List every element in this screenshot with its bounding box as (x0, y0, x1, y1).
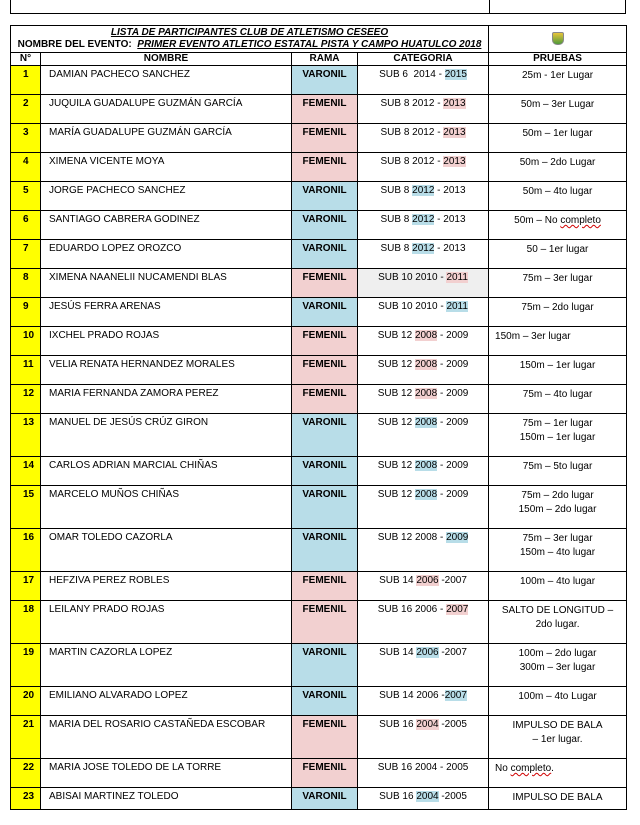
table-row (11, 269, 627, 298)
categoria-text: - 2009 (437, 460, 469, 471)
participant-name: JUQUILA GUADALUPE GUZMÁN GARCÍA (41, 95, 292, 124)
table-row (11, 95, 627, 124)
prueba-result: 75m – 3er lugar (522, 533, 593, 544)
pruebas-cell (489, 788, 627, 810)
row-number: 3 (11, 124, 41, 153)
categoria-highlight-year: 2011 (446, 272, 468, 283)
categoria-cell (358, 356, 489, 385)
participant-name: MANUEL DE JESÚS CRÚZ GIRON (41, 414, 292, 457)
categoria-text: SUB 12 (377, 489, 415, 500)
categoria-cell (358, 269, 489, 298)
categoria-cell (358, 298, 489, 327)
categoria-cell (358, 240, 489, 269)
participant-name: MARIA FERNANDA ZAMORA PEREZ (41, 385, 292, 414)
categoria-text: SUB 8 2012 - (380, 156, 444, 167)
categoria-highlight-year: 2007 (444, 690, 467, 701)
rama-cell: FEMENIL (292, 327, 358, 356)
prueba-result: SALTO DE LONGITUD – (501, 605, 614, 616)
col-categoria-header: CATEGORIA (358, 53, 489, 66)
prueba-result: 100m – 4to Lugar (518, 691, 597, 702)
row-number: 11 (11, 356, 41, 385)
categoria-text: SUB 8 (380, 214, 413, 225)
rama-cell: FEMENIL (292, 385, 358, 414)
categoria-cell (358, 66, 489, 95)
categoria-highlight-year: 2008 (414, 417, 438, 428)
prueba-result: 150m – 4to lugar (520, 547, 596, 558)
table-row (11, 66, 627, 95)
pruebas-cell (489, 95, 627, 124)
categoria-text: SUB 16 (379, 791, 417, 802)
column-header-row (11, 53, 627, 66)
categoria-cell (358, 644, 489, 687)
participant-name: IXCHEL PRADO ROJAS (41, 327, 292, 356)
prueba-result: 50m – 3er Lugar (520, 99, 595, 110)
categoria-text: -2007 (438, 647, 467, 658)
categoria-cell (358, 414, 489, 457)
participant-name: EMILIANO ALVARADO LOPEZ (41, 687, 292, 716)
categoria-highlight-year: 2011 (446, 301, 468, 312)
categoria-text: SUB 8 (380, 185, 413, 196)
row-number: 2 (11, 95, 41, 124)
categoria-text: SUB 6 2014 - (379, 69, 445, 80)
table-row (11, 414, 627, 457)
categoria-highlight-year: 2008 (414, 388, 438, 399)
table-row (11, 788, 627, 810)
row-number: 22 (11, 759, 41, 788)
categoria-highlight-year: 2008 (414, 330, 438, 341)
table-row (11, 716, 627, 759)
pruebas-cell (489, 211, 627, 240)
pruebas-cell (489, 644, 627, 687)
prueba-result: 25m - 1er Lugar (521, 70, 594, 81)
participant-name: XIMENA VICENTE MOYA (41, 153, 292, 182)
rama-cell: VARONIL (292, 414, 358, 457)
pruebas-cell (489, 601, 627, 644)
participants-table (10, 25, 627, 810)
participant-name: EDUARDO LOPEZ OROZCO (41, 240, 292, 269)
table-row (11, 601, 627, 644)
categoria-text: - 2009 (437, 388, 469, 399)
row-number: 20 (11, 687, 41, 716)
prueba-result: IMPULSO DE BALA (512, 792, 603, 803)
row-number: 17 (11, 572, 41, 601)
row-number: 14 (11, 457, 41, 486)
event-label: NOMBRE DEL EVENTO: (17, 39, 132, 50)
table-row (11, 572, 627, 601)
document-title: LISTA DE PARTICIPANTES CLUB DE ATLETISMO CESEEO (110, 27, 389, 38)
table-row (11, 759, 627, 788)
pruebas-cell (489, 414, 627, 457)
title-row (11, 26, 627, 53)
logo-cell (489, 26, 627, 53)
categoria-highlight-year: 2008 (414, 489, 438, 500)
pruebas-cell (489, 327, 627, 356)
pruebas-cell (489, 486, 627, 529)
categoria-cell (358, 211, 489, 240)
rama-cell: VARONIL (292, 66, 358, 95)
participant-name: MARIA DEL ROSARIO CASTAÑEDA ESCOBAR (41, 716, 292, 759)
participant-name: ABISAI MARTINEZ TOLEDO (41, 788, 292, 810)
rama-cell: FEMENIL (292, 759, 358, 788)
prueba-result: – 1er lugar. (532, 734, 583, 745)
categoria-highlight-year: 2004 (416, 791, 439, 802)
categoria-text: SUB 12 (377, 388, 415, 399)
previous-page-strip (10, 0, 626, 14)
row-number: 6 (11, 211, 41, 240)
rama-cell: VARONIL (292, 182, 358, 211)
participant-name: XIMENA NAANELII NUCAMENDI BLAS (41, 269, 292, 298)
categoria-highlight-year: 2013 (443, 156, 466, 167)
prueba-result: 150m – 2do lugar (518, 504, 597, 515)
row-number: 15 (11, 486, 41, 529)
prueba-result: 50m – 2do Lugar (519, 157, 596, 168)
categoria-text: - 2009 (437, 417, 469, 428)
participant-name: JESÚS FERRA ARENAS (41, 298, 292, 327)
table-row (11, 298, 627, 327)
event-name: PRIMER EVENTO ATLETICO ESTATAL PISTA Y CAMPO HUATULCO 2018 (137, 39, 482, 50)
categoria-text: - 2009 (437, 330, 469, 341)
prueba-result: 75m – 5to lugar (522, 461, 593, 472)
categoria-text: SUB 8 2012 - (380, 127, 444, 138)
rama-cell: VARONIL (292, 211, 358, 240)
categoria-text: SUB 10 2010 - (378, 272, 447, 283)
row-number: 4 (11, 153, 41, 182)
prueba-result: 75m – 2do lugar (521, 302, 594, 313)
pruebas-cell (489, 153, 627, 182)
categoria-text: SUB 14 (379, 647, 417, 658)
categoria-text: - 2013 (434, 214, 466, 225)
table-row (11, 529, 627, 572)
categoria-text: SUB 14 (379, 575, 417, 586)
col-pruebas-header: PRUEBAS (489, 53, 627, 66)
categoria-cell (358, 788, 489, 810)
categoria-highlight-year: 2009 (446, 532, 469, 543)
club-logo-icon (552, 32, 564, 45)
pruebas-cell (489, 457, 627, 486)
rama-cell: FEMENIL (292, 356, 358, 385)
categoria-text: -2005 (438, 791, 467, 802)
rama-cell: FEMENIL (292, 269, 358, 298)
pruebas-cell (489, 529, 627, 572)
participant-name: JORGE PACHECO SANCHEZ (41, 182, 292, 211)
categoria-text: - 2013 (434, 185, 466, 196)
table-row (11, 486, 627, 529)
categoria-highlight-year: 2006 (416, 575, 439, 586)
categoria-text: SUB 12 (377, 330, 415, 341)
pruebas-cell (489, 716, 627, 759)
categoria-text: SUB 12 (377, 460, 415, 471)
prueba-result: 75m – 1er lugar (522, 418, 593, 429)
categoria-highlight-year: 2004 (416, 719, 439, 730)
categoria-highlight-year: 2012 (412, 185, 435, 196)
prueba-result: 150m – 3er lugar (495, 331, 571, 342)
rama-cell: VARONIL (292, 486, 358, 529)
categoria-cell (358, 572, 489, 601)
rama-cell: FEMENIL (292, 572, 358, 601)
categoria-highlight-year: 2008 (414, 460, 438, 471)
pruebas-cell (489, 269, 627, 298)
rama-cell: FEMENIL (292, 95, 358, 124)
participant-name: CARLOS ADRIAN MARCIAL CHIÑAS (41, 457, 292, 486)
row-number: 23 (11, 788, 41, 810)
prueba-result: 75m – 4to lugar (522, 389, 593, 400)
categoria-text: - 2009 (437, 489, 469, 500)
categoria-text: SUB 16 2004 - 2005 (377, 762, 469, 773)
rama-cell: VARONIL (292, 457, 358, 486)
categoria-highlight-year: 2012 (412, 214, 435, 225)
categoria-text: SUB 16 2006 - (377, 604, 447, 615)
prueba-result: 100m – 4to lugar (520, 576, 596, 587)
rama-cell: VARONIL (292, 298, 358, 327)
pruebas-cell (489, 759, 627, 788)
prueba-result: 75m – 2do lugar (521, 490, 594, 501)
col-nombre-header: NOMBRE (41, 53, 292, 66)
participant-name: LEILANY PRADO ROJAS (41, 601, 292, 644)
categoria-cell (358, 486, 489, 529)
participant-name: MARCELO MUÑOS CHIÑAS (41, 486, 292, 529)
pruebas-cell (489, 356, 627, 385)
rama-cell: VARONIL (292, 240, 358, 269)
rama-cell: VARONIL (292, 788, 358, 810)
pruebas-cell (489, 572, 627, 601)
prueba-result: 50m – 4to lugar (522, 186, 593, 197)
categoria-cell (358, 182, 489, 211)
categoria-text: SUB 12 2008 - (377, 532, 447, 543)
categoria-text: SUB 10 2010 - (378, 301, 447, 312)
prueba-result: 300m – 3er lugar (519, 662, 596, 673)
row-number: 19 (11, 644, 41, 687)
table-row (11, 327, 627, 356)
table-row (11, 457, 627, 486)
prueba-result: 75m – 3er lugar (522, 273, 593, 284)
participant-name: MARIA JOSE TOLEDO DE LA TORRE (41, 759, 292, 788)
prueba-result: 50 – 1er lugar (526, 244, 589, 255)
rama-cell: VARONIL (292, 529, 358, 572)
row-number: 21 (11, 716, 41, 759)
row-number: 1 (11, 66, 41, 95)
row-number: 13 (11, 414, 41, 457)
categoria-highlight-year: 2015 (444, 69, 467, 80)
categoria-highlight-year: 2008 (414, 359, 438, 370)
pruebas-cell (489, 182, 627, 211)
pruebas-cell (489, 66, 627, 95)
participant-name: HEFZIVA PEREZ ROBLES (41, 572, 292, 601)
participant-name: MARTIN CAZORLA LOPEZ (41, 644, 292, 687)
row-number: 7 (11, 240, 41, 269)
categoria-text: SUB 12 (377, 417, 415, 428)
prueba-result: IMPULSO DE BALA (512, 720, 603, 731)
participant-name: VELIA RENATA HERNANDEZ MORALES (41, 356, 292, 385)
col-num-header: N° (11, 53, 41, 66)
participant-name: SANTIAGO CABRERA GODINEZ (41, 211, 292, 240)
pruebas-cell (489, 385, 627, 414)
categoria-highlight-year: 2006 (416, 647, 439, 658)
categoria-highlight-year: 2012 (412, 243, 435, 254)
table-row (11, 211, 627, 240)
categoria-cell (358, 124, 489, 153)
participant-name: MARÍA GUADALUPE GUZMÁN GARCÍA (41, 124, 292, 153)
categoria-text: SUB 16 (379, 719, 417, 730)
participant-name: DAMIAN PACHECO SANCHEZ (41, 66, 292, 95)
title-cell (11, 26, 489, 53)
categoria-highlight-year: 2013 (443, 127, 466, 138)
categoria-text: SUB 12 (377, 359, 415, 370)
categoria-text: -2005 (438, 719, 467, 730)
row-number: 16 (11, 529, 41, 572)
categoria-highlight-year: 2013 (443, 98, 466, 109)
categoria-cell (358, 716, 489, 759)
prueba-result: No completo. (495, 763, 554, 774)
prueba-result: 150m – 1er lugar (519, 432, 596, 443)
rama-cell: FEMENIL (292, 124, 358, 153)
rama-cell: FEMENIL (292, 153, 358, 182)
categoria-cell (358, 153, 489, 182)
categoria-text: SUB 8 2012 - (380, 98, 444, 109)
row-number: 18 (11, 601, 41, 644)
pruebas-cell (489, 687, 627, 716)
categoria-text: - 2009 (437, 359, 469, 370)
row-number: 10 (11, 327, 41, 356)
categoria-cell (358, 687, 489, 716)
categoria-cell (358, 601, 489, 644)
pruebas-cell (489, 298, 627, 327)
prueba-result: 50m – 1er lugar (522, 128, 593, 139)
pruebas-cell (489, 240, 627, 269)
pruebas-cell (489, 124, 627, 153)
row-number: 8 (11, 269, 41, 298)
rama-cell: VARONIL (292, 644, 358, 687)
categoria-text: -2007 (438, 575, 467, 586)
col-rama-header: RAMA (292, 53, 358, 66)
table-row (11, 385, 627, 414)
table-row (11, 644, 627, 687)
row-number: 12 (11, 385, 41, 414)
categoria-highlight-year: 2007 (446, 604, 469, 615)
table-row (11, 240, 627, 269)
table-row (11, 182, 627, 211)
prueba-result: 50m – No completo (514, 215, 601, 226)
row-number: 9 (11, 298, 41, 327)
table-row (11, 687, 627, 716)
rama-cell: FEMENIL (292, 716, 358, 759)
categoria-cell (358, 759, 489, 788)
table-row (11, 124, 627, 153)
categoria-cell (358, 385, 489, 414)
categoria-cell (358, 95, 489, 124)
table-row (11, 153, 627, 182)
row-number: 5 (11, 182, 41, 211)
categoria-cell (358, 457, 489, 486)
categoria-text: SUB 8 (380, 243, 413, 254)
categoria-cell (358, 327, 489, 356)
prueba-result: 2do lugar. (535, 619, 580, 630)
prueba-result: 150m – 1er lugar (519, 360, 596, 371)
table-row (11, 356, 627, 385)
rama-cell: FEMENIL (292, 601, 358, 644)
rama-cell: VARONIL (292, 687, 358, 716)
participant-name: OMAR TOLEDO CAZORLA (41, 529, 292, 572)
categoria-text: SUB 14 2006 - (379, 690, 445, 701)
categoria-cell (358, 529, 489, 572)
categoria-text: - 2013 (434, 243, 466, 254)
prueba-result: 100m – 2do lugar (518, 648, 597, 659)
